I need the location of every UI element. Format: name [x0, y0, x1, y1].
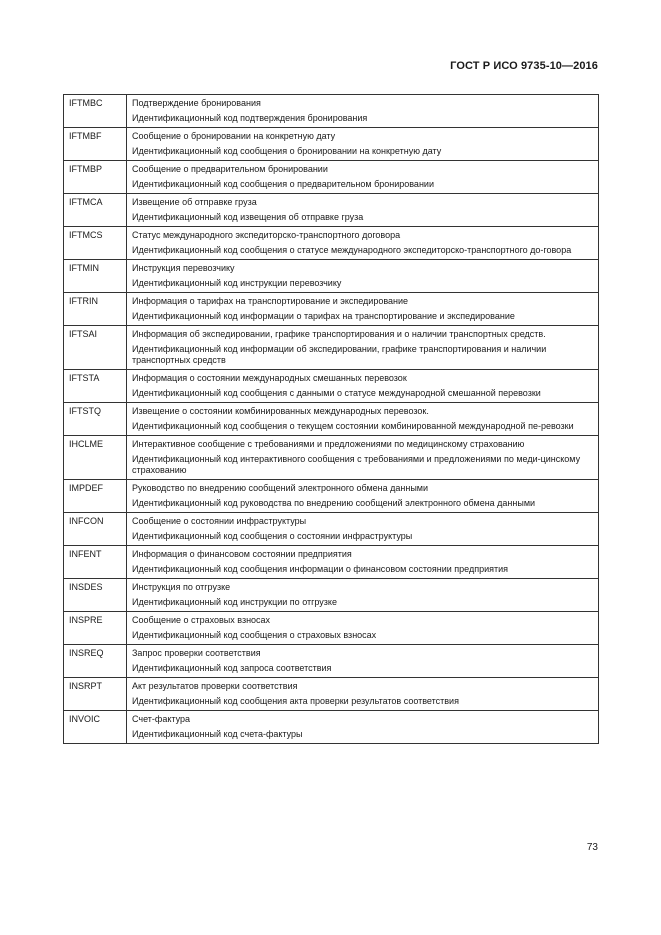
- message-title: Сообщение о предварительном бронировании: [132, 164, 328, 174]
- message-description-cell: [127, 645, 599, 678]
- message-identifier-description: Идентификационный код сообщения информации о финансовом состоянии предприятия: [132, 564, 509, 574]
- message-code: INSPRE: [64, 612, 127, 645]
- message-description-cell: [127, 95, 599, 128]
- message-title: Информация о тарифах на транспортирование и экспедирование: [132, 296, 409, 306]
- message-codes-table: [63, 94, 599, 744]
- table-row: [64, 546, 599, 579]
- message-identifier-description: Идентификационный код счета-фактуры: [132, 729, 303, 739]
- message-code: INFCON: [64, 513, 127, 546]
- message-title: Руководство по внедрению сообщений электронного обмена данными: [132, 483, 429, 493]
- message-title: Подтверждение бронирования: [132, 98, 261, 108]
- document-header: ГОСТ Р ИСО 9735-10—2016: [450, 60, 598, 72]
- message-identifier-description: Идентификационный код подтверждения бронирования: [132, 113, 368, 123]
- message-description-cell: [127, 194, 599, 227]
- message-code: IFTMBF: [64, 128, 127, 161]
- message-code: IFTMCA: [64, 194, 127, 227]
- table-row: [64, 579, 599, 612]
- table-row: [64, 260, 599, 293]
- message-title: Интерактивное сообщение с требованиями и предложениями по медицинскому страхованию: [132, 439, 525, 449]
- message-code: IFTMBC: [64, 95, 127, 128]
- message-description-cell: [127, 128, 599, 161]
- message-identifier-description: Идентификационный код инструкции перевозчику: [132, 278, 342, 288]
- message-identifier-description: Идентификационный код инструкции по отгрузке: [132, 597, 337, 607]
- message-identifier-description: Идентификационный код руководства по внедрению сообщений электронного обмена данными: [132, 498, 536, 508]
- message-title: Акт результатов проверки соответствия: [132, 681, 298, 691]
- message-identifier-description: Идентификационный код извещения об отправке груза: [132, 212, 364, 222]
- table-row: [64, 293, 599, 326]
- message-identifier-description: Идентификационный код сообщения о статусе международного экспедиторско-транспортного до-говора: [132, 245, 572, 255]
- message-description-cell: [127, 612, 599, 645]
- message-code: IFTSAI: [64, 326, 127, 370]
- table-row: [64, 436, 599, 480]
- message-title: Инструкция перевозчику: [132, 263, 235, 273]
- message-description-cell: [127, 480, 599, 513]
- message-code: IHCLME: [64, 436, 127, 480]
- message-title: Сообщение о бронировании на конкретную дату: [132, 131, 336, 141]
- message-code: INFENT: [64, 546, 127, 579]
- message-identifier-description: Идентификационный код запроса соответствия: [132, 663, 332, 673]
- message-description-cell: [127, 260, 599, 293]
- message-title: Запрос проверки соответствия: [132, 648, 261, 658]
- table-row: [64, 678, 599, 711]
- table-row: [64, 326, 599, 370]
- message-title: Статус международного экспедиторско-транспортного договора: [132, 230, 401, 240]
- table-row: [64, 711, 599, 744]
- message-title: Информация о финансовом состоянии предприятия: [132, 549, 352, 559]
- message-description-cell: [127, 370, 599, 403]
- message-code: INSREQ: [64, 645, 127, 678]
- message-code: INVOIC: [64, 711, 127, 744]
- message-description-cell: [127, 711, 599, 744]
- message-code: IFTSTA: [64, 370, 127, 403]
- message-identifier-description: Идентификационный код сообщения о предварительном бронировании: [132, 179, 434, 189]
- table-row: [64, 227, 599, 260]
- table-row: [64, 194, 599, 227]
- table-row: [64, 513, 599, 546]
- message-identifier-description: Идентификационный код сообщения о страховых взносах: [132, 630, 377, 640]
- message-code: INSDES: [64, 579, 127, 612]
- message-identifier-description: Идентификационный код информации об экспедировании, графике транспортирования и наличии транспортных средств: [132, 344, 547, 365]
- message-description-cell: [127, 546, 599, 579]
- table-body: [64, 95, 599, 744]
- message-identifier-description: Идентификационный код сообщения акта проверки результатов соответствия: [132, 696, 459, 706]
- message-title: Инструкция по отгрузке: [132, 582, 231, 592]
- message-identifier-description: Идентификационный код сообщения с данными о статусе международной смешанной перевозки: [132, 388, 541, 398]
- message-identifier-description: Идентификационный код информации о тарифах на транспортирование и экспедирование: [132, 311, 515, 321]
- message-description-cell: [127, 513, 599, 546]
- table-row: [64, 645, 599, 678]
- message-title: Информация об экспедировании, графике транспортирования и о наличии транспортных средств.: [132, 329, 546, 339]
- message-code: IMPDEF: [64, 480, 127, 513]
- message-code: IFTSTQ: [64, 403, 127, 436]
- table-row: [64, 403, 599, 436]
- table-row: [64, 128, 599, 161]
- message-identifier-description: Идентификационный код сообщения о бронировании на конкретную дату: [132, 146, 442, 156]
- message-title: Сообщение о состоянии инфраструктуры: [132, 516, 307, 526]
- table-row: [64, 612, 599, 645]
- message-description-cell: [127, 579, 599, 612]
- message-title: Счет-фактура: [132, 714, 190, 724]
- table-row: [64, 95, 599, 128]
- message-description-cell: [127, 678, 599, 711]
- page-number: 73: [586, 842, 598, 853]
- message-title: Сообщение о страховых взносах: [132, 615, 271, 625]
- message-identifier-description: Идентификационный код сообщения о текущем состоянии комбинированной международной пе-ревозки: [132, 421, 574, 431]
- message-title: Информация о состоянии международных смешанных перевозок: [132, 373, 407, 383]
- message-code: IFTMBP: [64, 161, 127, 194]
- message-title: Извещение об отправке груза: [132, 197, 257, 207]
- table-row: [64, 161, 599, 194]
- table-row: [64, 370, 599, 403]
- message-identifier-description: Идентификационный код интерактивного сообщения с требованиями и предложениями по меди-цинскому страхованию: [132, 454, 581, 475]
- message-code: IFTRIN: [64, 293, 127, 326]
- message-description-cell: [127, 403, 599, 436]
- message-title: Извещение о состоянии комбинированных международных перевозок.: [132, 406, 429, 416]
- message-description-cell: [127, 436, 599, 480]
- message-code: INSRPT: [64, 678, 127, 711]
- message-description-cell: [127, 161, 599, 194]
- message-description-cell: [127, 326, 599, 370]
- message-identifier-description: Идентификационный код сообщения о состоянии инфраструктуры: [132, 531, 413, 541]
- table-row: [64, 480, 599, 513]
- message-code: IFTMIN: [64, 260, 127, 293]
- message-description-cell: [127, 293, 599, 326]
- message-description-cell: [127, 227, 599, 260]
- message-code: IFTMCS: [64, 227, 127, 260]
